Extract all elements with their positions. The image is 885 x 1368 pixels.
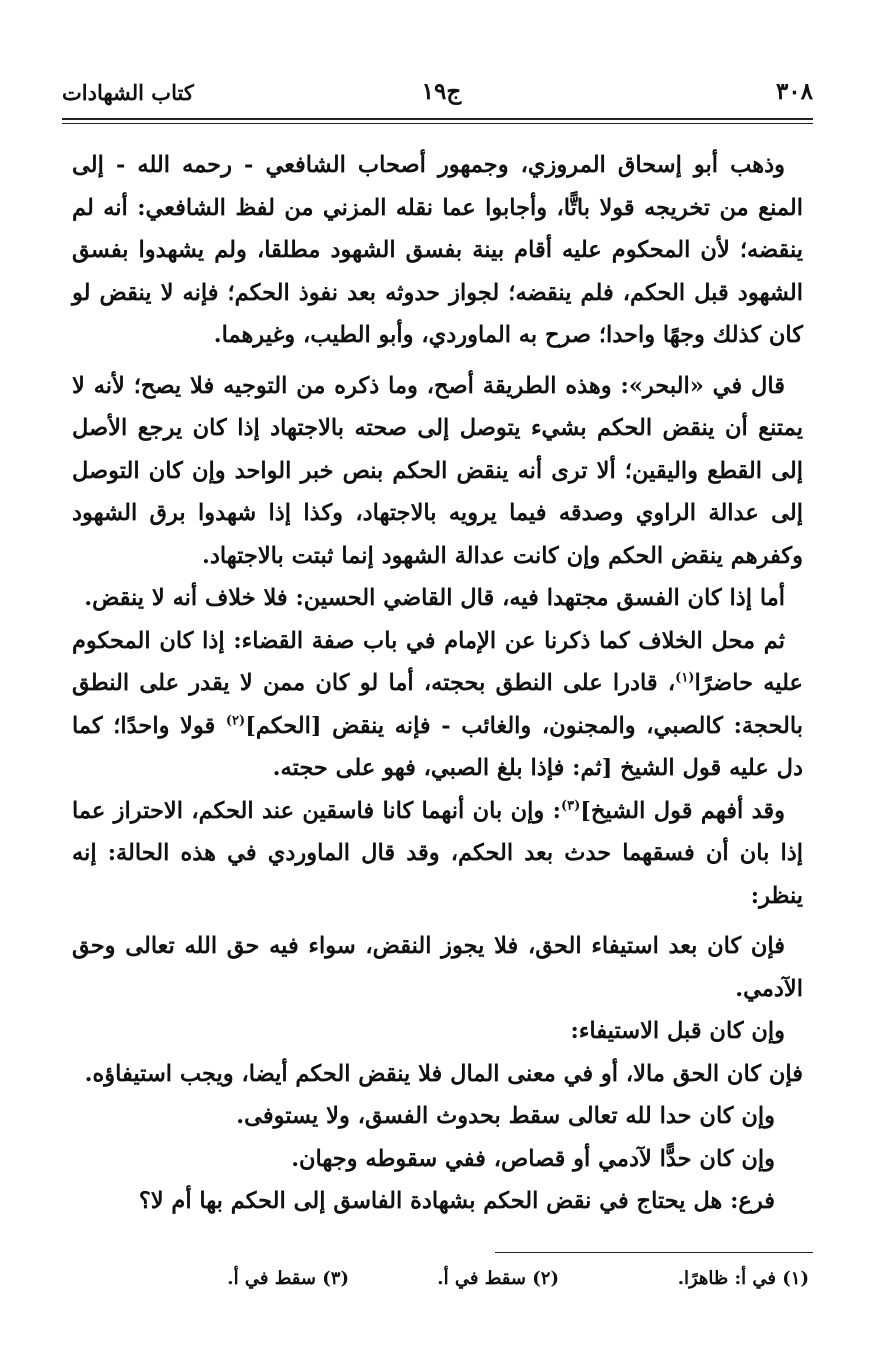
footnote-1	[678, 1268, 809, 1289]
paragraph-4-part-1: ثم محل الخلاف كما ذكرنا عن الإمام في باب صفة القضاء: إذا كان المحكوم عليه حاضرًا	[72, 627, 803, 696]
footnote-mark: (٣)	[322, 1268, 349, 1289]
paragraph-1: وذهب أبو إسحاق المروزي، وجمهور أصحاب الشافعي - رحمه الله - إلى المنع من تخريجه قولا باتًّا، وأجابوا عما نقله المزني من لفظ الشافعي: أنه لم ينقضه؛ لأن المحكوم عليه أقام بينة بفسق الشهود مطلقا، ولم يشهدوا بفسق الشهود قبل الحكم، فلم ينقضه؛ لجواز حدوثه بعد نفوذ الحكم؛ فإنه لا ينقض لو كان كذلك وجهًا واحدا؛ صرح به الماوردي، وأبو الطيب، وغيرهما.	[72, 152, 803, 348]
book-title: كتاب الشهادات	[62, 80, 194, 105]
paragraph-9: وإن كان حدا لله تعالى سقط بحدوث الفسق، ولا يستوفى.	[236, 1103, 775, 1129]
footnote-mark: (١)	[782, 1268, 809, 1289]
footnote-ref-1: (١)	[675, 670, 695, 686]
page-body	[72, 144, 803, 1223]
paragraph-3: أما إذا كان الفسق مجتهدا فيه، قال القاضي الحسين: فلا خلاف أنه لا ينقض.	[84, 585, 785, 611]
paragraph-7: وإن كان قبل الاستيفاء:	[570, 1018, 785, 1044]
footnote-text: سقط في أ.	[227, 1268, 316, 1289]
page-header	[62, 78, 813, 112]
footnote-mark: (٢)	[532, 1268, 559, 1289]
paragraph-2: قال في «البحر»: وهذه الطريقة أصح، وما ذكره من التوجيه فلا يصح؛ لأنه لا يمتنع أن ينقض الحكم بشيء يتوصل إلى صحته بالاجتهاد إذا كان يرجع الأصل إلى القطع واليقين؛ ألا ترى أنه ينقض الحكم بنص خبر الواحد وإن كان التوصل إلى عدالة الراوي وصدقه فيما يرويه بالاجتهاد، وكذا إذا شهدوا برق الشهود وكفرهم ينقض الحكم وإن كانت عدالة الشهود إنما ثبتت بالاجتهاد.	[72, 372, 803, 569]
footnote-text: سقط في أ.	[437, 1268, 526, 1289]
header-rule-thin	[62, 123, 813, 124]
paragraph-5-part-2: : وإن بان أنهما كانا فاسقين عند الحكم، الاحتراز عما إذا بان أن فسقهما حدث بعد الحكم، وقد قال الماوردي في هذه الحالة: إنه ينظر:	[72, 797, 803, 909]
paragraph-10: وإن كان حدًّا لآدمي أو قصاص، ففي سقوطه وجهان.	[291, 1145, 775, 1172]
paragraph-11: فرع: هل يحتاج في نقض الحكم بشهادة الفاسق إلى الحكم بها أم لا؟	[138, 1188, 775, 1214]
footnote-2	[437, 1268, 559, 1289]
paragraph-4	[72, 620, 803, 790]
volume-label: ج١٩	[421, 78, 462, 105]
paragraph-5	[72, 790, 803, 918]
footnotes	[190, 1268, 809, 1298]
page-number: ٣٠٨	[775, 78, 813, 105]
header-rule-thick	[62, 118, 813, 120]
footnote-rule	[495, 1252, 813, 1253]
paragraph-5-part-1: وقد أفهم قول الشيخ]	[580, 797, 785, 824]
paragraph-8: فإن كان الحق مالا، أو في معنى المال فلا ينقض الحكم أيضا، ويجب استيفاؤه.	[84, 1060, 803, 1087]
paragraph-4-part-2: ، قادرا على النطق بحجته، أما لو كان ممن لا يقدر على النطق بالحجة: كالصبي، والمجنون، والغائب - فإنه ينقض [الحكم]	[72, 670, 803, 739]
footnote-ref-3: (٣)	[560, 798, 581, 813]
paragraph-6: فإن كان بعد استيفاء الحق، فلا يجوز النقض، سواء فيه حق الله تعالى وحق الآدمي.	[72, 933, 803, 1002]
footnote-ref-2: (٢)	[225, 713, 246, 728]
footnote-text: في أ: ظاهرًا.	[677, 1268, 776, 1289]
paragraph-4-part-3: قولا واحدًا؛ كما دل عليه قول الشيخ [ثم: فإذا بلغ الصبي، فهو على حجته.	[72, 712, 803, 781]
footnote-3	[227, 1268, 349, 1289]
